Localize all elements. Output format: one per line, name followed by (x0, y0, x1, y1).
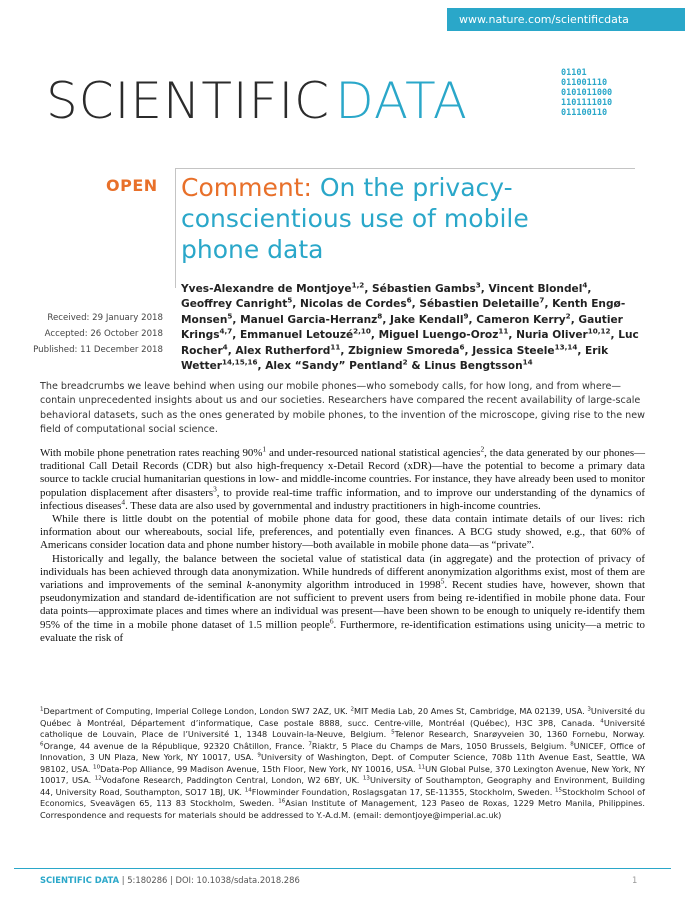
body-text (40, 444, 645, 645)
journal-url-bar[interactable] (447, 8, 685, 31)
article-type: Comment: (181, 173, 312, 202)
masthead-data: DATA (335, 72, 469, 130)
body-paragraph-2: While there is little doubt on the potential of mobile phone data for good, these data contain intimate details of our lives: rich information about our whereabouts, social life, preferences, and potentially even finances. A BCG study showed, e.g., that 60% of Americans consider location data and phone number history—both available in mobile phone data—as “private”. (40, 513, 645, 552)
page-number: 1 (632, 875, 638, 885)
page-footer (40, 875, 300, 885)
title-divider-horizontal (175, 168, 635, 169)
binary-logo-icon: 01101 011001110 0101011000 1101111010 011100110 (561, 68, 613, 118)
journal-url[interactable]: www.nature.com/scientificdata (459, 13, 629, 26)
body-paragraph-1: With mobile phone penetration rates reaching 90%$^1$ and under-resourced national statistical agencies$^2$, the data generated by our phones—traditional Call Detail Records (CDR) but also high-frequency x-Detail Record (xDR)—have the potential to become a primary data source to tackle crucial humanitarian questions in low- and middle-income countries. For instance, they have already been used to monitor population displacement after disasters$^3$, to provide real-time traffic information, and to improve our understanding of the dynamics of infectious diseases$^4$. These data are also used by governmental and industry practitioners in high-income countries. (40, 444, 645, 512)
title-divider-vertical (175, 168, 176, 288)
received-date: Received: 29 January 2018 (47, 313, 163, 323)
abstract: The breadcrumbs we leave behind when using our mobile phones—who somebody calls, for how long, and from where—contain unprecedented insights about us and our societies. Researchers have compared the recent availability of large-scale behavioral datasets, such as the ones generated by mobile phones, to the invention of the microscope, giving rise to the new field of computational social science. (40, 381, 646, 436)
article-title-text: On the privacy-conscientious use of mobile phone data (181, 173, 529, 264)
open-access-label: OPEN (106, 176, 158, 195)
article-dates (0, 310, 163, 358)
author-list: Yves-Alexandre de Montjoye$^{1,2}$, Sébastien Gambs$^3$, Vincent Blondel$^4$, Geoffrey Canright$^5$, Nicolas de Cordes$^6$, Sébastien Deletaille$^7$, Kenth Engø-Monsen$^5$, Manuel Garcia-Herranz$^8$, Jake Kendall$^9$, Cameron Kerry$^2$, Gautier Krings$^{4,7}$, Emmanuel Letouzé$^{2,10}$, Miguel Luengo-Oroz$^{11}$, Nuria Oliver$^{10,12}$, Luc Rocher$^4$, Alex Rutherford$^{11}$, Zbigniew Smoreda$^6$, Jessica Steele$^{13,14}$, Erik Wetter$^{14,15,16}$, Alex “Sandy” Pentland$^2$ & Linus Bengtsson$^{14}$ (181, 280, 639, 373)
article-title (181, 172, 601, 265)
published-date: Published: 11 December 2018 (33, 345, 163, 355)
journal-masthead (46, 72, 468, 132)
accepted-date: Accepted: 26 October 2018 (44, 329, 163, 339)
footer-rule (14, 868, 671, 869)
footer-citation: | 5:180286 | DOI: 10.1038/sdata.2018.286 (119, 875, 300, 885)
body-paragraph-3: Historically and legally, the balance between the societal value of statistical data (in aggregate) and the protection of privacy of individuals has been achieved through data anonymization. While hundreds of different anonymization algorithms exist, most of them are variations and improvements of the seminal k-anonymity algorithm introduced in 1998$^5$. Recent studies have, however, shown that pseudonymization and standard de-identification are not sufficient to prevent users from being re-identified in mobile phone data. Four data points—approximate places and times where an individual was present—have been shown to be enough to uniquely re-identify them 95% of the time in a mobile phone dataset of 1.5 million people$^6$. Furthermore, re-identification estimations using unicity—a metric to evaluate the risk of (40, 552, 645, 644)
footer-journal-name: SCIENTIFIC DATA (40, 875, 120, 885)
affiliations: $^1$Department of Computing, Imperial College London, London SW7 2AZ, UK. $^2$MIT Media Lab, 20 Ames St, Cambridge, MA 02139, USA. $^3$Université du Québec à Montréal, Département d’informatique, Case postale 8888, succ. Centre-ville, Montréal (Québec), H3C 3P8, Canada. $^4$Université catholique de Louvain, Place de l’Université 1, 1348 Louvain-la-Neuve, Belgium. $^5$Telenor Research, Snarøyveien 30, 1360 Fornebu, Norway. $^6$Orange, 44 avenue de la République, 92320 Châtillon, France. $^7$Riaktr, 5 Place du Champs de Mars, 1050 Brussels, Belgium. $^8$UNICEF, Office of Innovation, 3 UN Plaza, New York, NY 10017, USA. $^9$University of Washington, Dept. of Computer Science, 708b 11th Avenue East, Seattle, WA 98102, USA. $^{10}$Data-Pop Alliance, 99 Madison Avenue, 15th Floor, New York, NY 10016, USA. $^{11}$UN Global Pulse, 370 Lexington Avenue, New York, NY 10017, USA. $^{12}$Vodafone Research, Paddington Central, London, W2 6BY, UK. $^{13}$University of Southampton, Geography and Environment, Building 44, University Road, Southampton, SO17 1BJ, UK. $^{14}$Flowminder Foundation, Roslagsgatan 17, SE-11355, Stockholm, Sweden. $^{15}$Stockholm School of Economics, Sveavägen 65, 113 83 Stockholm, Sweden. $^{16}$Asian Institute of Management, 123 Paseo de Roxas, 1229 Metro Manila, Philippines. Correspondence and requests for materials should be addressed to Y.-A.d.M. (email: demontjoye@imperial.ac.uk) (40, 706, 646, 820)
masthead-scientific: SCIENTIFIC (46, 72, 331, 130)
